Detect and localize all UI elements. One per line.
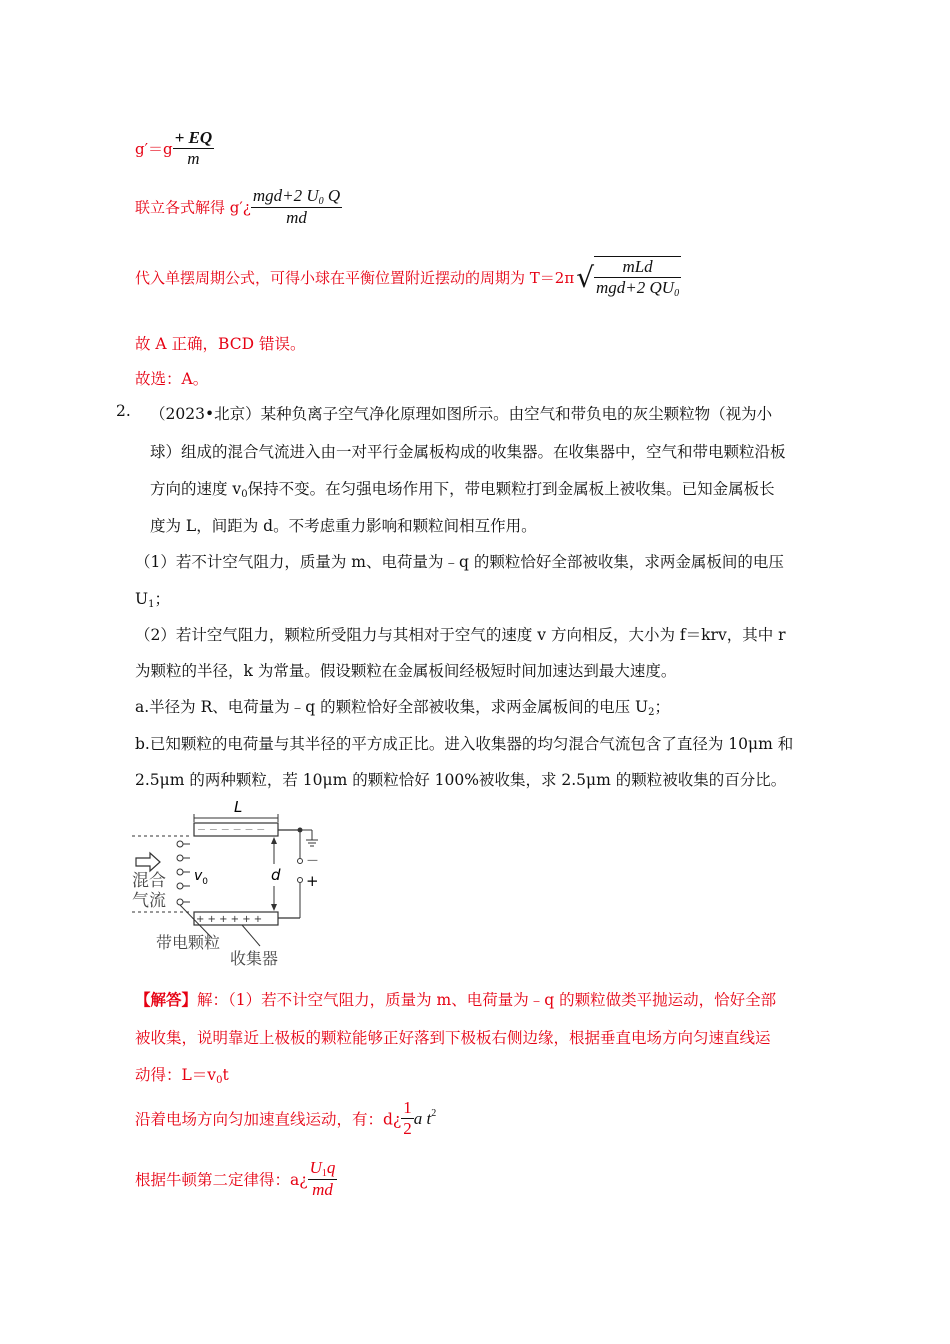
solution-tag: 【解答】: [135, 990, 198, 1009]
question-2-line-1: （2）若计空气阻力，颗粒所受阻力与其相对于空气的速度 v 方向相反，大小为 f＝krv，其中 r: [135, 626, 786, 644]
g-prime-numerator: + EQ: [174, 128, 213, 147]
label-L: L: [234, 798, 243, 816]
newton-formula: [135, 1158, 337, 1200]
accel-tail: a $t^2$: [413, 1108, 437, 1128]
accel-fraction: $\frac{1}{2}$: [403, 1098, 412, 1138]
combine-numerator: mgd+2 $U_0$ Q: [252, 186, 341, 207]
problem-stem-line-1: （2023•北京）某种负离子空气净化原理如图所示。由空气和带负电的灰尘颗粒物（视为小: [150, 405, 773, 423]
problem-stem-line-2: 球）组成的混合气流进入由一对平行金属板构成的收集器。在收集器中，空气和带电颗粒沿板: [150, 443, 786, 461]
label-d: d: [271, 866, 281, 884]
solution-line-3: 动得：$L=v_0t$: [135, 1066, 229, 1086]
g-prime-denominator: m: [173, 148, 215, 169]
newton-denominator: md: [308, 1179, 338, 1200]
newton-numerator: $U_1q$: [309, 1158, 336, 1179]
question-2-line-2: 为颗粒的半径，k 为常量。假设颗粒在金属板间经极短时间加速达到最大速度。: [135, 662, 677, 680]
g-prime-lhs: g′＝g: [135, 140, 173, 158]
collector-diagram: [130, 798, 330, 970]
combine-formula: [135, 186, 342, 228]
plus-terminal: +: [306, 872, 319, 890]
combine-denominator: md: [251, 207, 342, 228]
question-b-line-2: 2.5μm 的两种颗粒，若 10μm 的颗粒恰好 100%被收集，求 2.5μm 的颗粒被收集的百分比。: [135, 771, 787, 789]
flow-arrow-icon: [136, 853, 160, 871]
particles: [177, 841, 190, 905]
collector-label: 收集器: [230, 949, 279, 968]
question-1-line-1: （1）若不计空气阻力，质量为 m、电荷量为﹣q 的颗粒恰好全部被收集，求两金属板间的电压: [135, 553, 784, 571]
question-a: a.半径为 R、电荷量为﹣q 的颗粒恰好全部被收集，求两金属板间的电压 $U_2$；: [135, 698, 670, 718]
question-1-line-2: $U_1$；: [135, 590, 170, 610]
combine-fraction: [251, 186, 342, 228]
combine-text: 联立各式解得 g′¿: [135, 198, 251, 217]
problem-stem-line-3: 方向的速度 $v_0$保持不变。在匀强电场作用下，带电颗粒打到金属板上被收集。已知金属板长: [150, 480, 775, 500]
problem-number: 2.: [116, 402, 131, 420]
ground-icon: [306, 840, 318, 846]
period-fraction: [594, 256, 681, 299]
answer: 故选：A。: [135, 370, 209, 388]
question-b-line-1: b.已知颗粒的电荷量与其半径的平方成正比。进入收集器的均匀混合气流包含了直径为 10μm 和: [135, 735, 794, 753]
period-text: 代入单摆周期公式，可得小球在平衡位置附近摆动的周期为 T＝2π: [135, 269, 575, 287]
accel-formula: [135, 1098, 436, 1139]
charged-particles-label: 带电颗粒: [156, 933, 221, 952]
conclusion: 故 A 正确，BCD 错误。: [135, 335, 306, 353]
g-prime-fraction: [173, 128, 215, 169]
mixed-flow-label-1: 混合: [132, 871, 166, 891]
period-formula: [135, 256, 681, 299]
problem-stem-line-4: 度为 L，间距为 d。不考虑重力影响和颗粒间相互作用。: [150, 517, 537, 535]
newton-text: 根据牛顿第二定律得：a¿: [135, 1171, 308, 1189]
period-numerator: mLd: [622, 257, 653, 276]
solution-line-2: 被收集，说明靠近上极板的颗粒能够正好落到下极板右侧边缘，根据垂直电场方向匀速直线运: [135, 1029, 771, 1047]
sqrt-icon: √: [576, 261, 595, 294]
accel-text: 沿着电场方向匀加速直线运动，有：d¿: [135, 1110, 402, 1129]
minus-terminal: －: [306, 854, 320, 869]
label-v0: $v_0$: [194, 868, 209, 887]
g-prime-formula: [135, 128, 214, 169]
top-plate-charges: － － － － － －: [197, 826, 266, 836]
mixed-flow-label-2: 气流: [132, 891, 166, 911]
solution-line-1: 【解答】解：（1）若不计空气阻力，质量为 m、电荷量为﹣q 的颗粒做类平抛运动，恰好全部: [135, 990, 777, 1009]
bottom-plate-charges: + + + + + +: [196, 914, 263, 925]
period-denominator: mgd+2 $QU_0$: [596, 278, 680, 299]
newton-fraction: [308, 1158, 338, 1200]
